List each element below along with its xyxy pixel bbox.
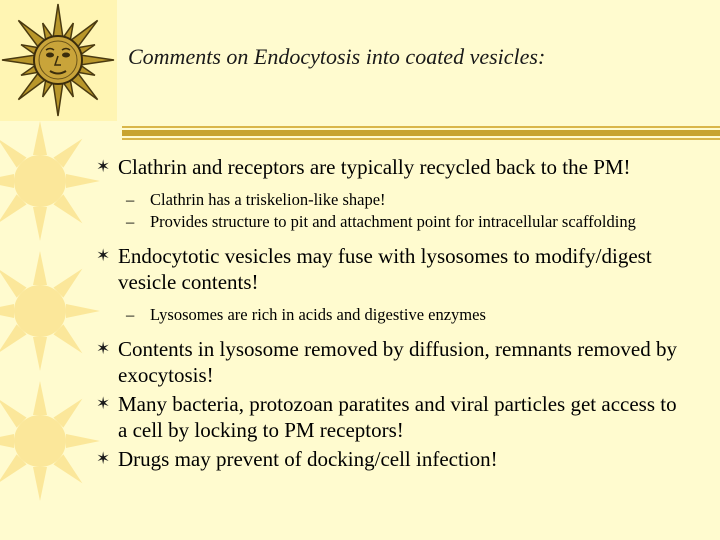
bullet-star-icon: ✶ (96, 449, 111, 468)
sub-bullet-text: Lysosomes are rich in acids and digestive enzymes (150, 305, 486, 324)
bullet-star-icon: ✶ (96, 339, 111, 358)
sun-face-icon (0, 0, 117, 121)
dash-marker: – (126, 305, 135, 324)
bullet-text: Contents in lysosome removed by diffusion, remnants removed by exocytosis! (118, 337, 677, 387)
dash-marker: – (126, 212, 135, 231)
slide-body (96, 154, 686, 472)
bullet-item (96, 154, 686, 180)
sub-bullet-text: Provides structure to pit and attachment point for intracellular scaffolding (150, 212, 636, 231)
bullet-item (96, 336, 686, 388)
sub-bullet-item (126, 304, 686, 326)
bullet-star-icon: ✶ (96, 394, 111, 413)
bullet-item (96, 243, 686, 295)
slide-title: Comments on Endocytosis into coated vesicles: (128, 44, 546, 69)
bullet-text: Endocytotic vesicles may fuse with lysosomes to modify/digest vesicle contents! (118, 244, 652, 294)
bullet-item (96, 391, 686, 443)
bullet-text: Drugs may prevent of docking/cell infection! (118, 447, 498, 471)
sub-bullet-item (126, 211, 686, 233)
bullet-item (96, 446, 686, 472)
sub-bullet-text: Clathrin has a triskelion-like shape! (150, 190, 386, 209)
dash-marker: – (126, 190, 135, 209)
bullet-text: Many bacteria, protozoan paratites and viral particles get access to a cell by locking to PM receptors! (118, 392, 677, 442)
bullet-star-icon: ✶ (96, 157, 111, 176)
bullet-star-icon: ✶ (96, 246, 111, 265)
sub-bullet-item (126, 189, 686, 211)
sun-logo (0, 0, 117, 121)
bullet-text: Clathrin and receptors are typically recycled back to the PM! (118, 155, 631, 179)
sun-decoration-icon (0, 121, 110, 540)
title-divider (122, 126, 720, 143)
